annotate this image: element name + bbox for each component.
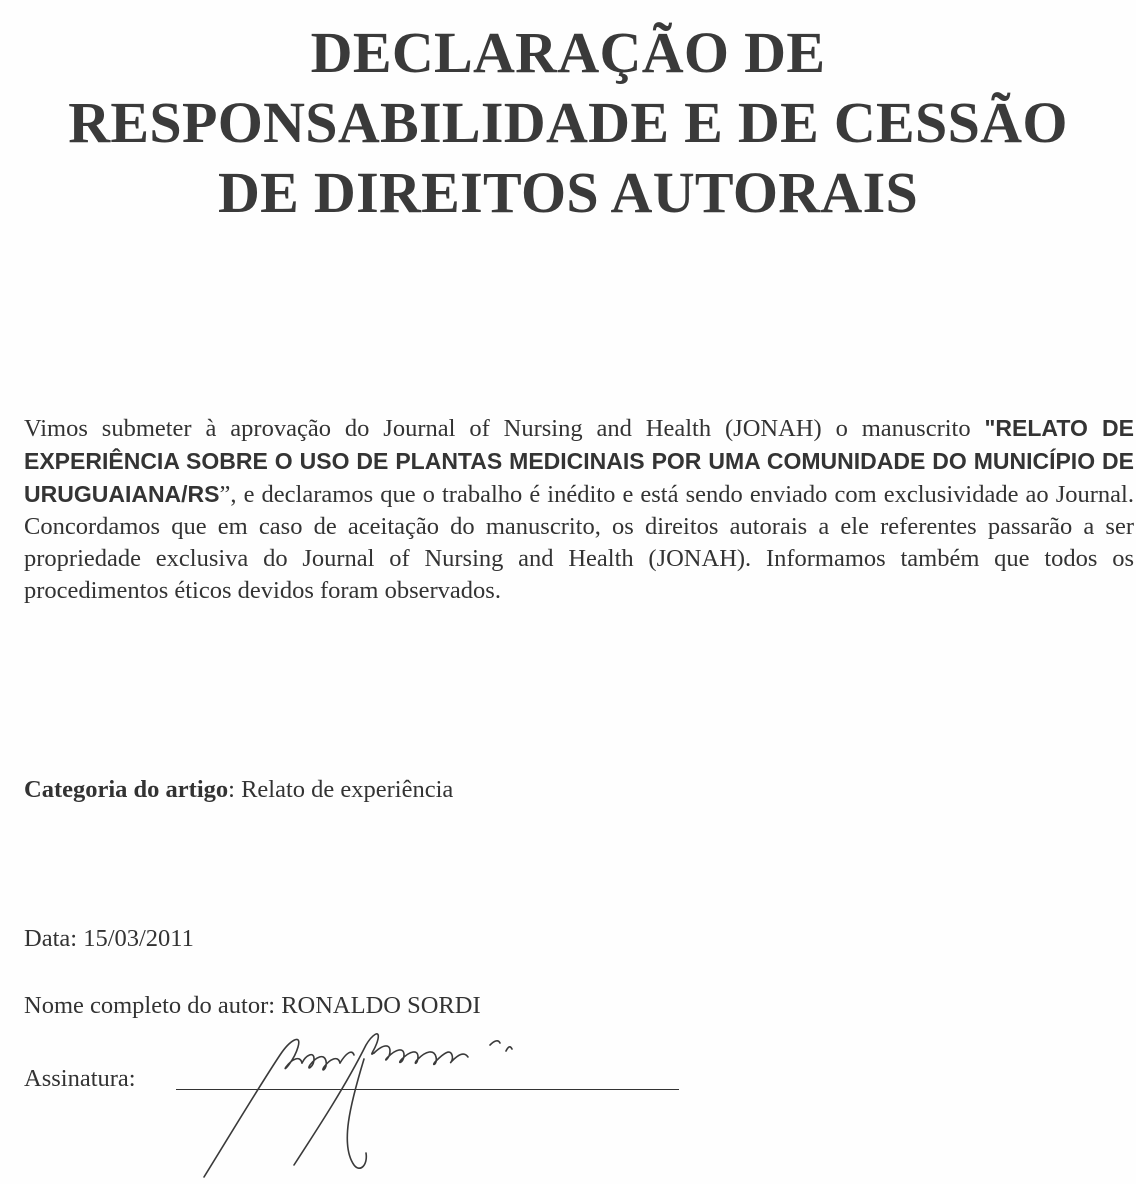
author-label: Nome completo do autor: bbox=[24, 992, 282, 1019]
date-field bbox=[24, 923, 194, 955]
category-value: Relato de experiência bbox=[241, 776, 454, 803]
signature-stroke bbox=[374, 1046, 436, 1065]
category-label: Categoria do artigo bbox=[24, 776, 229, 803]
title-line-2: RESPONSABILIDADE E DE CESSÃO bbox=[68, 90, 1068, 155]
paragraph-intro: Vimos submeter à aprovação do Journal of Nursing and Health (JONAH) o manuscrito bbox=[24, 415, 985, 442]
article-category bbox=[24, 774, 453, 806]
declaration-paragraph bbox=[24, 412, 1134, 607]
category-separator: : bbox=[228, 776, 242, 803]
title-line-1: DECLARAÇÃO DE bbox=[310, 20, 826, 85]
title-line-3: DE DIREITOS AUTORAIS bbox=[217, 160, 919, 225]
document-title bbox=[0, 18, 1136, 228]
signature-stroke bbox=[490, 1041, 500, 1045]
date-label: Data: bbox=[24, 925, 84, 952]
signature-stroke bbox=[340, 1052, 354, 1063]
signature-stroke bbox=[436, 1052, 468, 1062]
date-value: 15/03/2011 bbox=[83, 925, 194, 952]
signature-stroke bbox=[302, 1055, 340, 1070]
paragraph-rest: ”, e declaramos que o trabalho é inédito e está sendo enviado com exclusividade ao Journal. Concordamos que em caso de aceitação do manuscrito, os direitos autorais a ele referentes passarão a ser propriedade exclusiva do Journal of Nursing and Health (JONAH). Informamos também que todos os procedimentos éticos devidos foram observados. bbox=[24, 481, 1134, 604]
signature-strokes bbox=[204, 1034, 512, 1177]
signature-stroke bbox=[204, 1039, 302, 1177]
signature-stroke bbox=[294, 1034, 378, 1165]
signature-stroke bbox=[506, 1047, 512, 1051]
signature-label: Assinatura: bbox=[24, 1065, 136, 1092]
author-name: RONALDO SORDI bbox=[281, 992, 481, 1019]
handwritten-signature bbox=[190, 1015, 550, 1184]
manuscript-title: "RELATO DE EXPERIÊNCIA SOBRE O USO DE PLANTAS MEDICINAIS POR UMA COMUNIDADE DO MUNICÍPIO DE URUGUAIANA/RS bbox=[24, 415, 1134, 507]
